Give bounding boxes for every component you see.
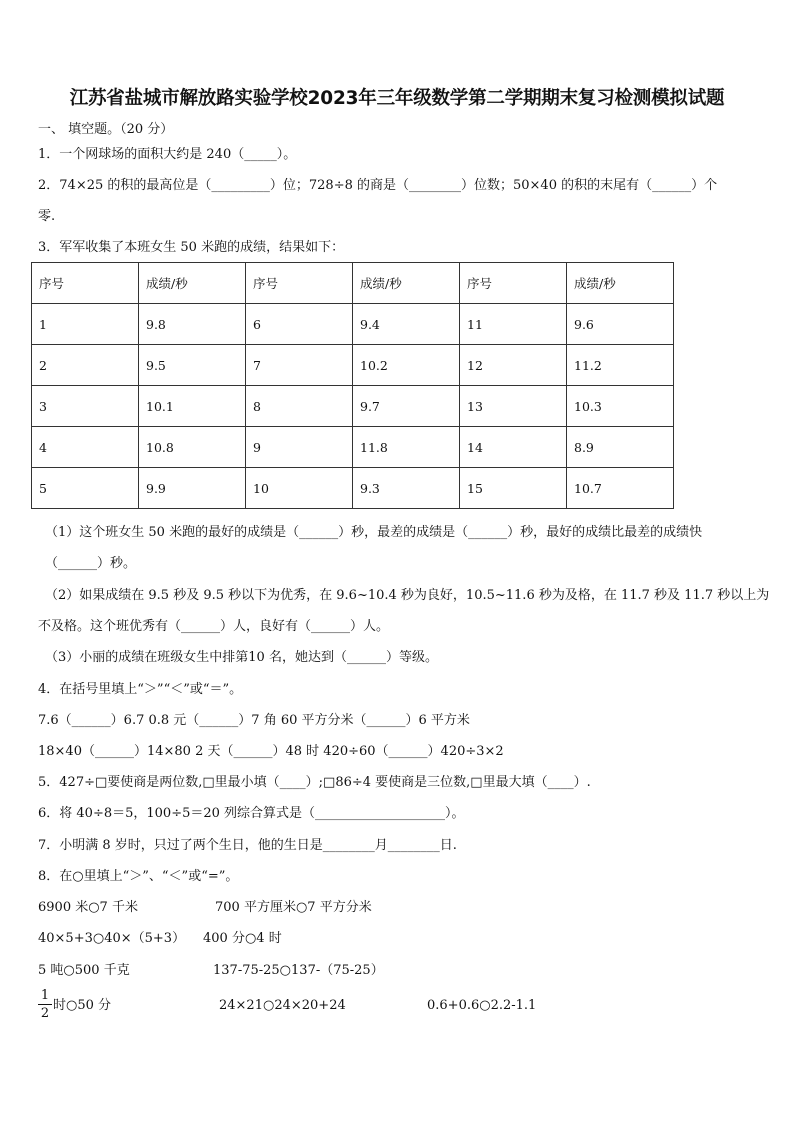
table-cell: 10.2 — [353, 345, 460, 386]
table-cell: 1 — [32, 304, 139, 345]
question-2-line2: 零. — [38, 209, 56, 224]
fraction-one-half — [38, 988, 52, 1021]
question-3-2-line2: 不及格。这个班优秀有（______）人，良好有（______）人。 — [38, 619, 390, 634]
question-5: 5．427÷□要使商是两位数,□里最小填（____）;□86÷4 要使商是三位数,□里最大填（____）. — [38, 775, 591, 790]
table-row — [32, 345, 674, 386]
table-cell: 9.9 — [139, 468, 246, 509]
fraction-numerator: 1 — [40, 988, 50, 1003]
table-cell: 15 — [460, 468, 567, 509]
table-cell: 9.3 — [353, 468, 460, 509]
table-row — [32, 468, 674, 509]
question-4: 4．在括号里填上“＞”“＜”或“＝”。 — [38, 682, 243, 697]
table-cell: 12 — [460, 345, 567, 386]
table-cell: 9 — [246, 427, 353, 468]
q8-item: 0.6+0.6○2.2-1.1 — [427, 998, 537, 1013]
question-3-2-line1: （2）如果成绩在 9.5 秒及 9.5 秒以下为优秀，在 9.6~10.4 秒为良好，10.5~11.6 秒为及格，在 11.7 秒及 11.7 秒以上为 — [45, 588, 770, 603]
table-cell: 10.8 — [139, 427, 246, 468]
score-table — [31, 262, 674, 509]
q8-item: 6900 米○7 千米 — [38, 900, 138, 915]
table-header-cell: 成绩/秒 — [567, 263, 674, 304]
fraction-denominator: 2 — [40, 1006, 50, 1021]
table-header-cell: 序号 — [32, 263, 139, 304]
table-header-row — [32, 263, 674, 304]
q8-item: 5 吨○500 千克 — [38, 963, 130, 978]
table-cell: 7 — [246, 345, 353, 386]
table-cell: 5 — [32, 468, 139, 509]
question-7: 7．小明满 8 岁时，只过了两个生日，他的生日是________月________日. — [38, 838, 457, 853]
table-header-cell: 成绩/秒 — [139, 263, 246, 304]
table-header-cell: 序号 — [460, 263, 567, 304]
question-4-line2: 18×40（______）14×80 2 天（______）48 时 420÷60（______）420÷3×2 — [38, 744, 504, 759]
q8-item: 137-75-25○137-（75-25） — [213, 963, 384, 978]
section-heading: 一、 填空题。（20 分） — [38, 122, 174, 137]
table-cell: 6 — [246, 304, 353, 345]
table-cell: 8 — [246, 386, 353, 427]
table-cell: 10 — [246, 468, 353, 509]
table-header-cell: 成绩/秒 — [353, 263, 460, 304]
table-cell: 3 — [32, 386, 139, 427]
table-cell: 9.8 — [139, 304, 246, 345]
table-cell: 4 — [32, 427, 139, 468]
table-cell: 14 — [460, 427, 567, 468]
q8-item: 时○50 分 — [53, 998, 112, 1013]
table-row — [32, 304, 674, 345]
table-cell: 11.2 — [567, 345, 674, 386]
question-1: 1．一个网球场的面积大约是 240（_____）。 — [38, 147, 297, 162]
table-cell: 9.6 — [567, 304, 674, 345]
question-3-1-line2: （______）秒。 — [45, 556, 137, 571]
question-3: 3．军军收集了本班女生 50 米跑的成绩，结果如下： — [38, 240, 345, 255]
table-cell: 10.3 — [567, 386, 674, 427]
q8-item: 24×21○24×20+24 — [219, 998, 346, 1013]
table-row — [32, 427, 674, 468]
fraction-bar — [38, 1004, 52, 1005]
table-cell: 11.8 — [353, 427, 460, 468]
table-cell: 10.1 — [139, 386, 246, 427]
question-3-1-line1: （1）这个班女生 50 米跑的最好的成绩是（______）秒，最差的成绩是（______）秒，最好的成绩比最差的成绩快 — [45, 525, 703, 540]
table-cell: 9.5 — [139, 345, 246, 386]
table-cell: 8.9 — [567, 427, 674, 468]
table-cell: 11 — [460, 304, 567, 345]
q8-item: 400 分○4 时 — [203, 931, 282, 946]
page-title: 江苏省盐城市解放路实验学校2023年三年级数学第二学期期末复习检测模拟试题 — [69, 88, 725, 109]
q8-item: 40×5+3○40×（5+3） — [38, 931, 186, 946]
table-cell: 2 — [32, 345, 139, 386]
table-cell: 9.7 — [353, 386, 460, 427]
table-row — [32, 386, 674, 427]
question-4-line1: 7.6（______）6.7 0.8 元（______）7 角 60 平方分米（______）6 平方米 — [38, 713, 470, 728]
question-2-line1: 2．74×25 的积的最高位是（_________）位；728÷8 的商是（________）位数；50×40 的积的末尾有（______）个 — [38, 178, 718, 193]
question-8: 8．在○里填上“＞”、“＜”或“=”。 — [38, 869, 239, 884]
table-cell: 13 — [460, 386, 567, 427]
table-cell: 9.4 — [353, 304, 460, 345]
table-header-cell: 序号 — [246, 263, 353, 304]
question-6: 6．将 40÷8＝5，100÷5＝20 列综合算式是（____________________）。 — [38, 806, 465, 821]
question-3-3: （3）小丽的成绩在班级女生中排第10 名，她达到（______）等级。 — [45, 650, 438, 665]
table-cell: 10.7 — [567, 468, 674, 509]
q8-item: 700 平方厘米○7 平方分米 — [215, 900, 372, 915]
